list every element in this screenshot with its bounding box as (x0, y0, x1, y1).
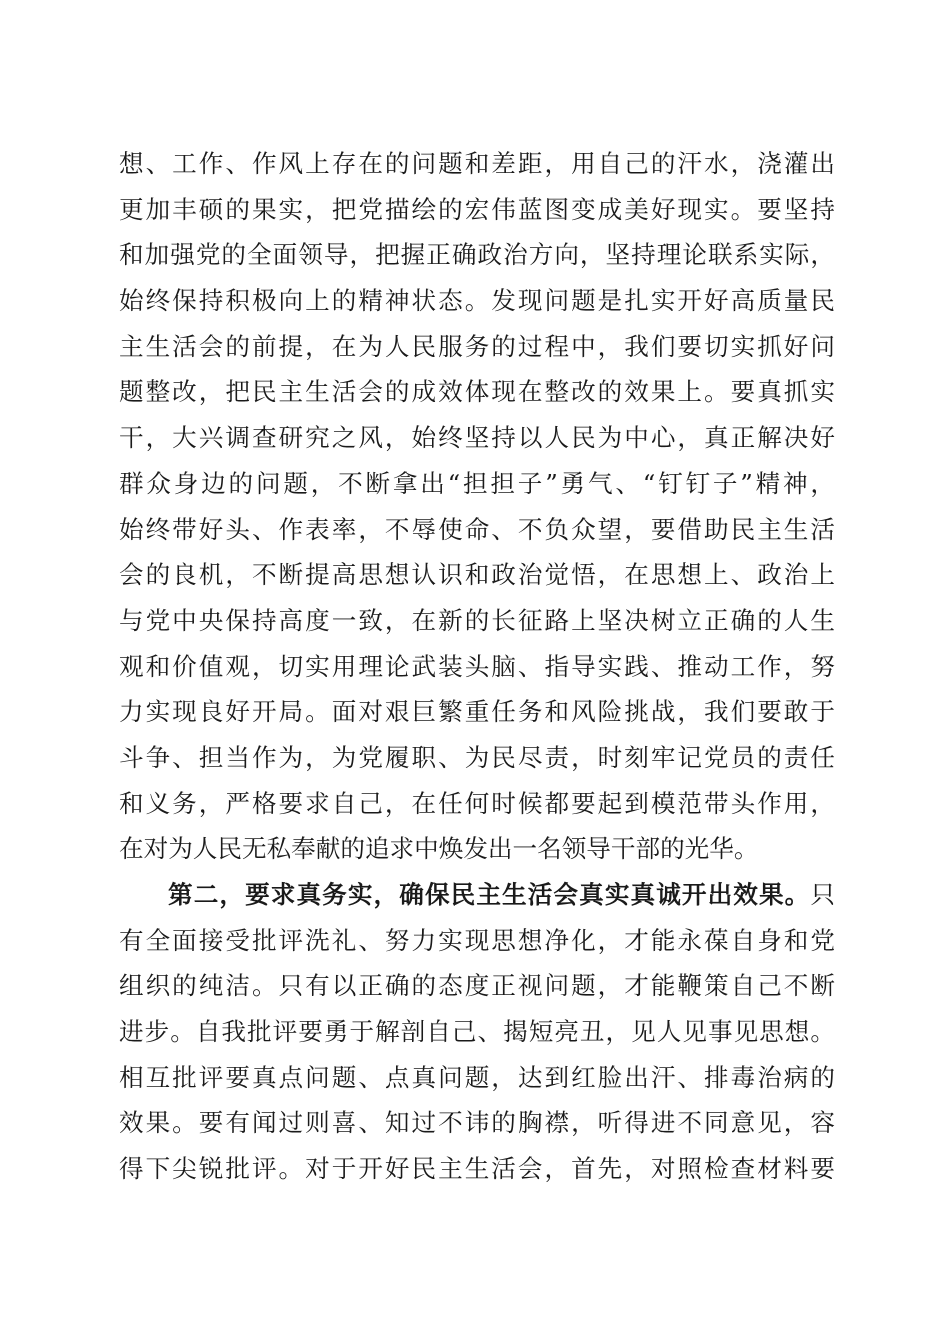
document-body (119, 141, 835, 1192)
paragraph-1-line: 更加丰硕的果实，把党描绘的宏伟蓝图变成美好现实。要坚持 (119, 194, 835, 224)
paragraph-1-line: 干，大兴调查研究之风，始终坚持以人民为中心，真正解决好 (119, 423, 835, 453)
paragraph-1-line: 力实现良好开局。面对艰巨繁重任务和风险挑战，我们要敢于 (119, 697, 835, 727)
paragraph-2-line: 相互批评要真点问题、点真问题，达到红脸出汗、排毒治病的 (119, 1062, 835, 1092)
paragraph-1-line: 与党中央保持高度一致，在新的长征路上坚决树立正确的人生 (119, 605, 835, 635)
paragraph-1-line: 主生活会的前提，在为人民服务的过程中，我们要切实抓好问 (119, 331, 835, 361)
paragraph-1-line: 想、工作、作风上存在的问题和差距，用自己的汗水，浇灌出 (119, 149, 835, 178)
paragraph-2-line: 得下尖锐批评。对于开好民主生活会，首先，对照检查材料要 (119, 1154, 835, 1184)
paragraph-1-line: 和义务，严格要求自己，在任何时候都要起到模范带头作用， (119, 788, 835, 818)
paragraph-1-line: 和加强党的全面领导，把握正确政治方向，坚持理论联系实际， (119, 240, 835, 270)
paragraph-1-line: 群众身边的问题，不断拿出“担担子”勇气、“钉钉子”精神， (119, 468, 835, 498)
paragraph-1-line: 会的良机，不断提高思想认识和政治觉悟，在思想上、政治上 (119, 560, 835, 590)
paragraph-1-line: 斗争、担当作为，为党履职、为民尽责，时刻牢记党员的责任 (119, 742, 835, 772)
paragraph-2-line: 组织的纯洁。只有以正确的态度正视问题，才能鞭策自己不断 (119, 971, 835, 1001)
paragraph-2-line: 效果。要有闻过则喜、知过不讳的胸襟，听得进不同意见，容 (119, 1108, 835, 1138)
paragraph-2-line: 有全面接受批评洗礼、努力实现思想净化，才能永葆自身和党 (119, 925, 835, 955)
paragraph-1-line: 始终带好头、作表率，不辱使命、不负众望，要借助民主生活 (119, 514, 835, 544)
paragraph-1-line: 始终保持积极向上的精神状态。发现问题是扎实开好高质量民 (119, 286, 835, 316)
paragraph-1-line: 观和价值观，切实用理论武装头脑、指导实践、推动工作，努 (119, 651, 835, 681)
paragraph-2-first-line (119, 872, 835, 918)
paragraph-1-line: 在对为人民无私奉献的追求中焕发出一名领导干部的光华。 (119, 834, 759, 864)
paragraph-2-heading: 第二，要求真务实，确保民主生活会真实真诚开出效果。 (168, 880, 811, 909)
paragraph-1-line: 题整改，把民主生活会的成效体现在整改的效果上。要真抓实 (119, 377, 835, 407)
paragraph-2-line: 进步。自我批评要勇于解剖自己、揭短亮丑，见人见事见思想。 (119, 1017, 835, 1047)
paragraph-2-first-tail: 只 (810, 880, 835, 909)
